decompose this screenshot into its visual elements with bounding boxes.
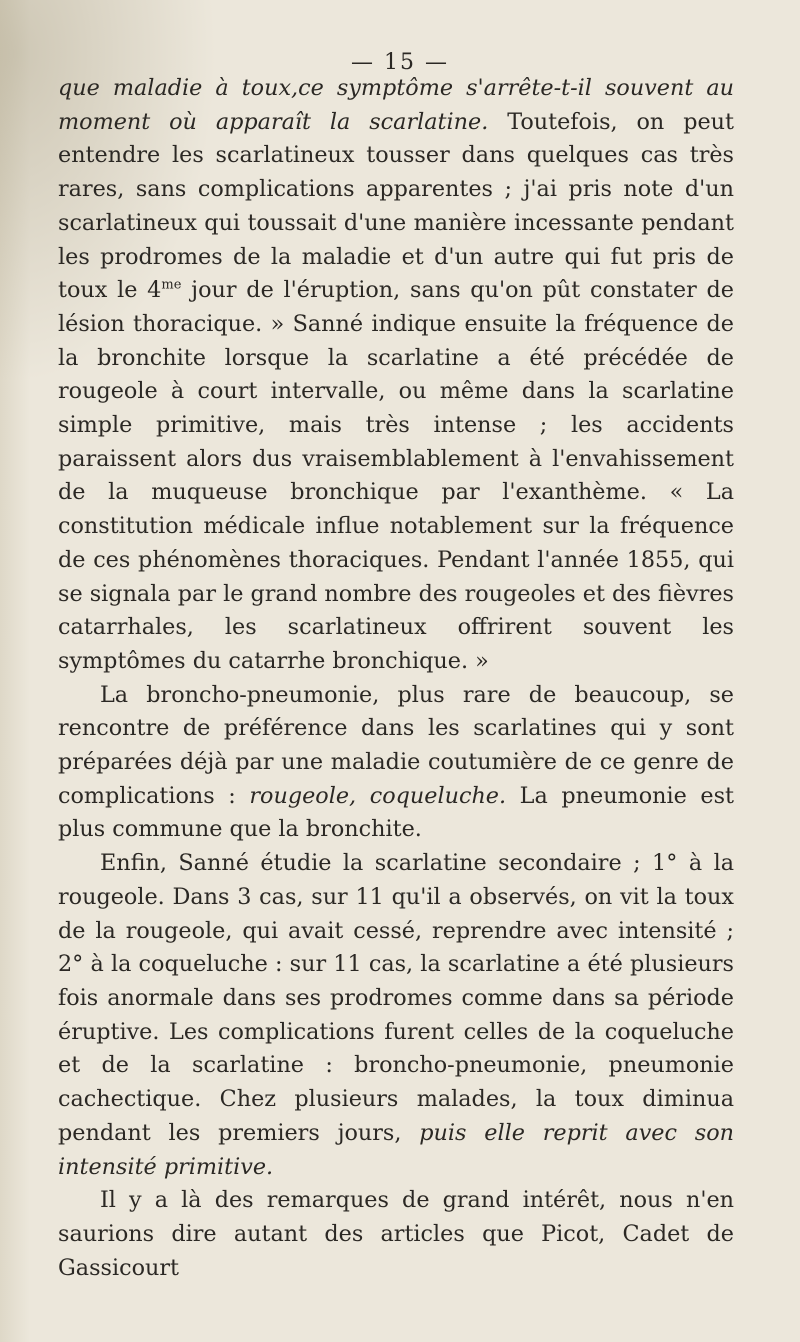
text-run: jour de l'éruption, sans qu'on pût constater de lésion thoracique. » Sanné indique ensuite la fréquence de la bronchite lorsque la scarlatine a été précédée de rougeole à court intervalle, ou même dans la scarlatine simple primitive, mais très intense ; les accidents paraissent alors dus vraisemblablement à l'envahissement de la muqueuse bronchique par l'exanthème. « La constitution médicale influe notablement sur la fréquence de ces phénomènes thoraciques. Pendant l'année 1855, qui se signala par le grand nombre des rougeoles et des fièvres catarrhales, les scarlatineux offrirent souvent les symptômes du catarrhe bronchique. » xyxy=(58,277,734,674)
italic-text: rougeole, coqueluche. xyxy=(249,782,507,809)
italic-text: puis elle reprit avec son intensité primitive. xyxy=(58,1119,734,1180)
text-run: Enfin, Sanné étudie la scarlatine secondaire ; 1° à la rougeole. Dans 3 cas, sur 11 qu'il a observés, on vit la toux de la rougeole, qui avait cessé, reprendre avec intensité ; 2° à la coqueluche : sur 11 cas, la scarlatine a été plusieurs fois anormale dans ses prodromes comme dans sa période éruptive. Les complications furent celles de la coqueluche et de la scarlatine : broncho-pneumonie, pneumonie cachectique. Chez plusieurs malades, la toux diminua pendant les premiers jours, xyxy=(58,850,734,1146)
text-run: La pneumonie est plus commune que la bronchite. xyxy=(58,782,734,843)
text-run: Il y a là des remarques de grand intérêt, nous n'en saurions dire autant des articles que Picot, Cadet de Gassicourt xyxy=(58,1187,734,1281)
text-run: Toutefois, on peut entendre les scarlatineux tousser dans quelques cas très rares, sans complications apparentes ; j'ai pris note d'un scarlatineux qui toussait d'une manière incessante pendant les prodromes de la maladie et d'un autre qui fut pris de toux le 4 xyxy=(58,108,734,304)
paragraph xyxy=(58,679,734,848)
paragraph xyxy=(58,1184,734,1285)
body-text xyxy=(58,72,734,1285)
paragraph xyxy=(58,72,734,679)
page-number: — 15 — xyxy=(351,50,449,75)
paragraph xyxy=(58,847,734,1184)
italic-text: que maladie à toux,ce symptôme s'arrête-t-il souvent au moment où apparaît la scarlatine. xyxy=(58,75,734,135)
text-run: La broncho-pneumonie, plus rare de beaucoup, se rencontre de préférence dans les scarlatines qui y sont préparées déjà par une maladie coutumière de ce genre de complications : xyxy=(58,681,734,809)
superscript-text: me xyxy=(161,277,182,293)
